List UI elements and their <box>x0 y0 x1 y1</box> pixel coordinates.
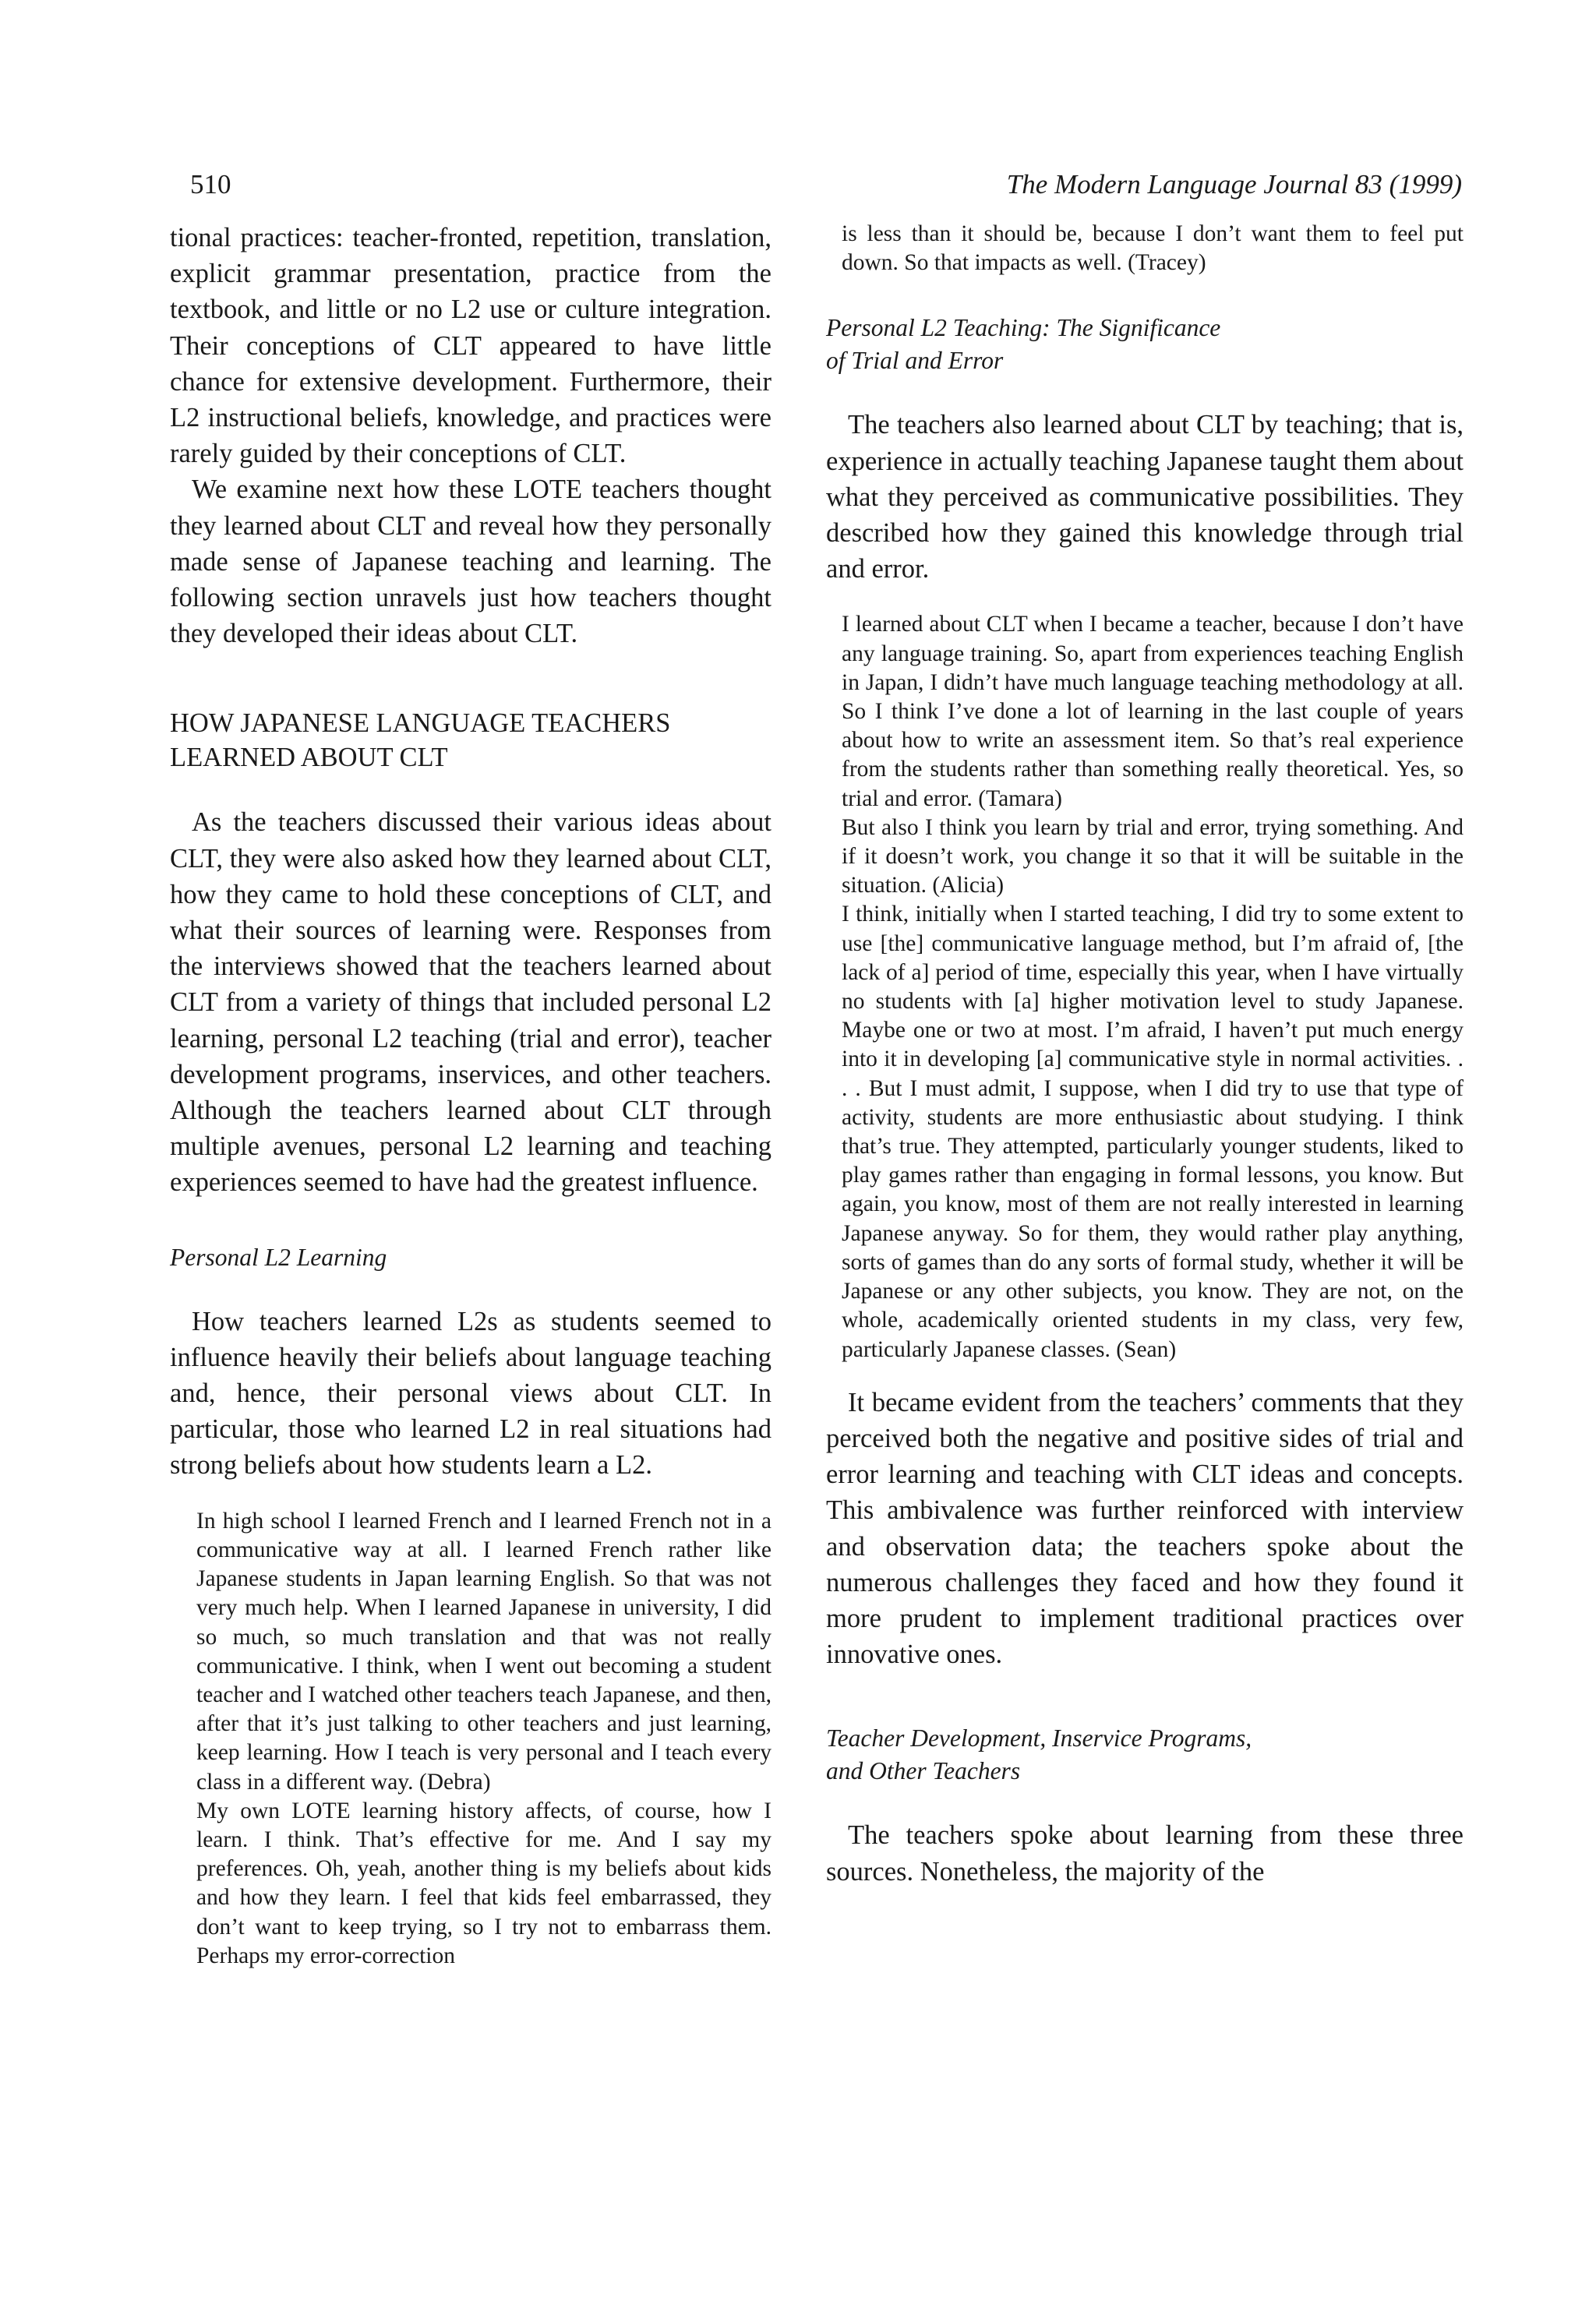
paragraph: How teachers learned L2s as students seemed to influence heavily their beliefs about language teaching and, hence, their personal views about CLT. In particular, those who learned L2 in real situations had strong beliefs about how students learn a L2. <box>170 1306 772 1481</box>
paragraph: The teachers also learned about CLT by teaching; that is, experience in actually teaching Japanese taught them about what they perceived as communicative possibilities. They described how they gained this knowledge through trial and error. <box>826 410 1464 584</box>
page-header <box>190 165 1462 204</box>
block-quote: My own LOTE learning history affects, of course, how I learn. I think. That’s effective for me. And I say my preferences. Oh, yeah, another thing is my beliefs about kids and how they learn. I feel that kids feel embarrassed, they don’t want to keep trying, so I try not to embarrass them. Perhaps my error-correction <box>196 1798 772 1968</box>
page-number: 510 <box>190 169 231 199</box>
subsection-heading <box>826 312 1464 377</box>
section-heading: HOW JAPANESE LANGUAGE TEACHERS LEARNED ABOUT CLT <box>170 708 671 773</box>
subsection-heading: Personal L2 Learning <box>170 1243 387 1271</box>
block-quote: In high school I learned French and I learned French not in a communicative way at all. I learned French rather like Japanese students in Japan learning English. So that was not very much help. When I learned Japanese in university, I did so much, so much translation and that was not really communicative. I think, when I went out becoming a student teacher and I watched other teachers teach Japanese, and then, after that it’s just talking to other teachers and just learning, keep learning. How I teach is very personal and I teach every class in a different way. (Debra) <box>196 1508 772 1795</box>
paragraph: It became evident from the teachers’ comments that they perceived both the negative and positive sides of trial and error learning and teaching with CLT ideas and concepts. This ambivalence was further reinforced with interview and observation data; the teachers spoke about the numerous challenges they faced and how they found it more prudent to implement traditional practices over innovative ones. <box>826 1387 1464 1670</box>
paragraph: We examine next how these LOTE teachers thought they learned about CLT and reveal how they personally made sense of Japanese teaching and learning. The following section unravels just how teachers thought they developed their ideas about CLT. <box>170 475 772 649</box>
running-head: The Modern Language Journal 83 (1999) <box>1006 169 1462 199</box>
block-quote: I learned about CLT when I became a teacher, because I don’t have any language training. So, apart from experiences teaching English in Japan, I didn’t have much language teaching methodology at all. So I think I’ve done a lot of learning in the last couple of years about how to write an assessment item. So that’s real experience from the students rather than something really theoretical. Yes, so trial and error. (Tamara) <box>842 612 1464 811</box>
subsection-heading-line: Personal L2 Teaching: The Significance <box>826 314 1221 342</box>
block-quote: I think, initially when I started teaching, I did try to some extent to use [the] communicative language method, but I’m afraid of, [the lack of a] period of time, especially this year, when I have virtually no students with [a] higher motivation level to study Japanese. Maybe one or two at most. I’m afraid, I haven’t put much energy into it in developing [a] communicative style in normal activities. . . . But I must admit, I suppose, when I did try to use that type of activity, students are more enthusiastic about studying. I think that’s true. They attempted, particularly younger students, liked to play games rather than engaging in formal lessons, you know. But again, you know, most of them are not really interested in learning Japanese anyway. So for them, they would rather play anything, sorts of games than do any sorts of formal study, whether it will be Japanese or any other subjects, you know. They are not, on the whole, academically oriented students in my class, very few, particularly Japanese classes. (Sean) <box>842 902 1464 1362</box>
paragraph-continued: tional practices: teacher-fronted, repetition, translation, explicit grammar presentation, practice from the textbook, and little or no L2 use or culture integration. Their conceptions of CLT appeared to have little chance for extensive development. Furthermore, their L2 instructional beliefs, knowledge, and practices were rarely guided by their conceptions of CLT. <box>170 223 772 469</box>
right-column <box>826 220 1464 1890</box>
left-column <box>170 220 772 1971</box>
block-quote-continued: is less than it should be, because I don’t want them to feel put down. So that impacts as well. (Tracey) <box>842 221 1464 276</box>
subsection-heading <box>826 1722 1464 1788</box>
subsection-heading-line: and Other Teachers <box>826 1757 1021 1785</box>
paragraph: As the teachers discussed their various ideas about CLT, they were also asked how they learned about CLT, how they came to hold these conceptions of CLT, and what their sources of learning were. Responses from the interviews showed that the teachers learned about CLT from a variety of things that included personal L2 learning, personal L2 teaching (trial and error), teacher development programs, inservices, and other teachers. Although the teachers learned about CLT through multiple avenues, personal L2 learning and teaching experiences seemed to have had the greatest influence. <box>170 807 772 1198</box>
paragraph: The teachers spoke about learning from these three sources. Nonetheless, the majority of the <box>826 1820 1464 1887</box>
subsection-heading-line: of Trial and Error <box>826 347 1004 375</box>
block-quote: But also I think you learn by trial and error, trying something. And if it doesn’t work, you change it so that it will be suitable in the situation. (Alicia) <box>842 814 1464 898</box>
subsection-heading-line: Teacher Development, Inservice Programs, <box>826 1724 1252 1752</box>
